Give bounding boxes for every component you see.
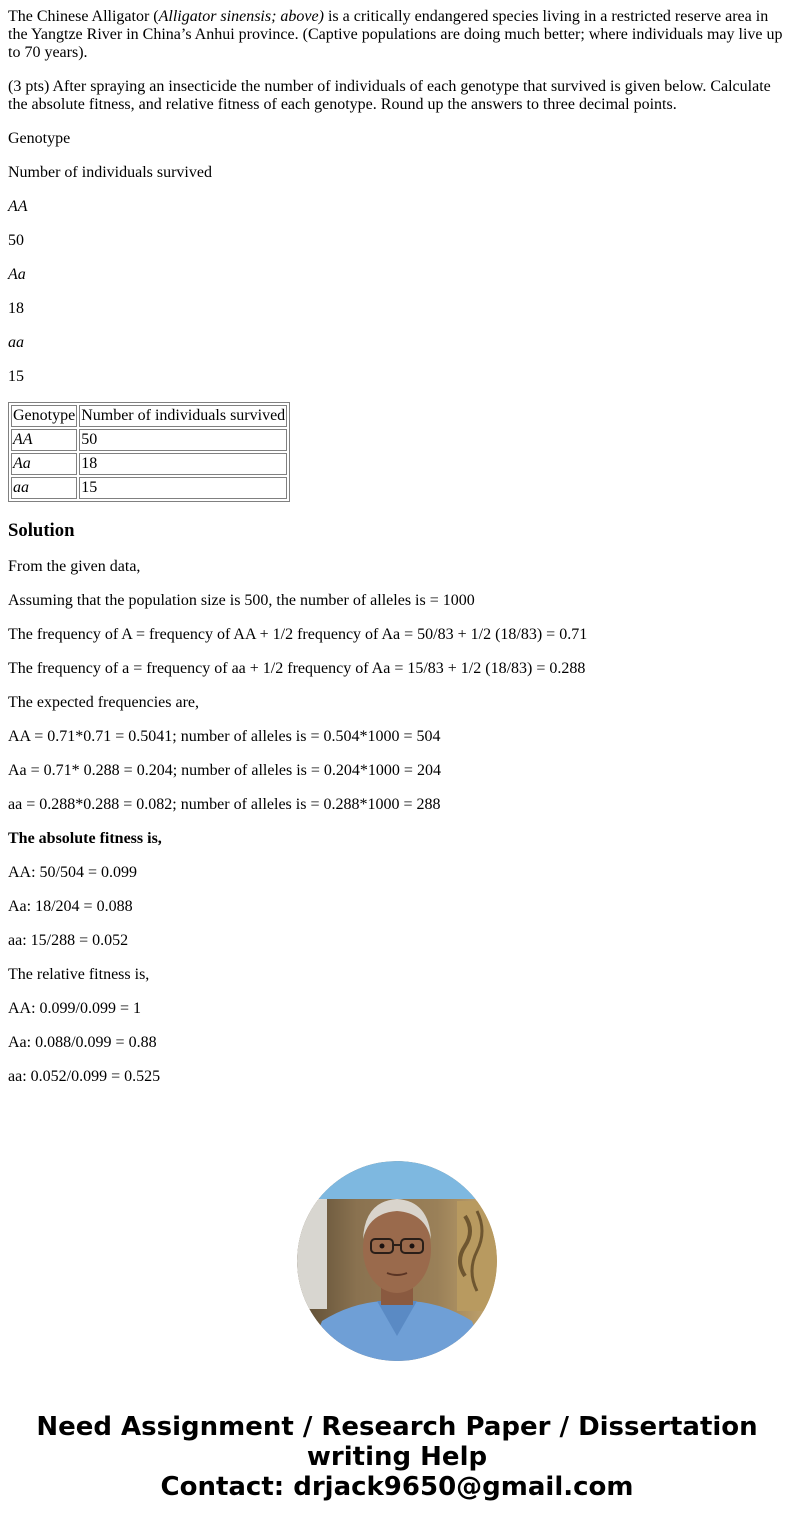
solution-line: The frequency of A = frequency of AA + 1/2 frequency of Aa = 50/83 + 1/2 (18/83) = 0.71 [8, 626, 588, 643]
table-cell-count: 18 [79, 453, 287, 475]
intro-paragraph: The Chinese Alligator (Alligator sinensis; above) is a critically endangered species living in a restricted reserve area in the Yangtze River in China’s Anhui province. (Captive populations are doing much better; where individuals may live up to 70 years). [8, 8, 783, 61]
list-genotype-aa-lower: aa [8, 334, 24, 351]
promo-line: writing Help [306, 1442, 488, 1472]
promo-contact: Contact: drjack9650@gmail.com [160, 1472, 634, 1502]
relative-fitness-line: AA: 0.099/0.099 = 1 [8, 1000, 142, 1017]
table-header-cell: Genotype [11, 405, 77, 427]
table-row [11, 477, 287, 499]
author-portrait-image [297, 1161, 497, 1361]
table-cell-count: 15 [79, 477, 287, 499]
solution-line: aa = 0.288*0.288 = 0.082; number of alleles is = 0.288*1000 = 288 [8, 796, 441, 813]
absolute-fitness-line: Aa: 18/204 = 0.088 [8, 898, 133, 915]
absolute-fitness-line: AA: 50/504 = 0.099 [8, 864, 138, 881]
solution-line: The expected frequencies are, [8, 694, 199, 711]
question-paragraph: (3 pts) After spraying an insecticide the number of individuals of each genotype that survived is given below. Calculate the absolute fitness, and relative fitness of each genotype. Round up the answers to three decimal points. [8, 78, 771, 113]
solution-line: Assuming that the population size is 500, the number of alleles is = 1000 [8, 592, 475, 609]
species-name: Alligator sinensis; above) [158, 8, 324, 25]
absolute-fitness-heading: The absolute fitness is, [8, 830, 162, 847]
table-row [11, 453, 287, 475]
promo-line: Need Assignment / Research Paper / Dissertation [36, 1412, 758, 1442]
list-genotype-label: Genotype [8, 130, 71, 147]
solution-line: The frequency of a = frequency of aa + 1/2 frequency of Aa = 15/83 + 1/2 (18/83) = 0.288 [8, 660, 586, 677]
genotype-table [8, 402, 290, 502]
relative-fitness-heading: The relative fitness is, [8, 966, 150, 983]
absolute-fitness-line: aa: 15/288 = 0.052 [8, 932, 129, 949]
table-cell-genotype: AA [11, 429, 77, 451]
relative-fitness-line: aa: 0.052/0.099 = 0.525 [8, 1068, 161, 1085]
list-genotype-aa-upper: AA [8, 198, 28, 215]
table-cell-genotype: aa [11, 477, 77, 499]
document-body [0, 8, 794, 1086]
list-genotype-aa-hetero: Aa [8, 266, 26, 283]
list-count-aa-upper: 50 [8, 232, 24, 249]
list-count-aa-lower: 15 [8, 368, 24, 385]
solution-heading: Solution [8, 520, 75, 541]
table-cell-count: 50 [79, 429, 287, 451]
author-avatar [297, 1161, 497, 1361]
solution-line: AA = 0.71*0.71 = 0.5041; number of alleles is = 0.504*1000 = 504 [8, 728, 441, 745]
solution-line: Aa = 0.71* 0.288 = 0.204; number of alleles is = 0.204*1000 = 204 [8, 762, 441, 779]
list-count-label: Number of individuals survived [8, 164, 212, 181]
table-cell-genotype: Aa [11, 453, 77, 475]
table-row [11, 429, 287, 451]
table-header-cell: Number of individuals survived [79, 405, 287, 427]
table-header-row [11, 405, 287, 427]
list-count-aa-hetero: 18 [8, 300, 24, 317]
solution-line: From the given data, [8, 558, 141, 575]
promo-banner [0, 1412, 794, 1502]
relative-fitness-line: Aa: 0.088/0.099 = 0.88 [8, 1034, 157, 1051]
